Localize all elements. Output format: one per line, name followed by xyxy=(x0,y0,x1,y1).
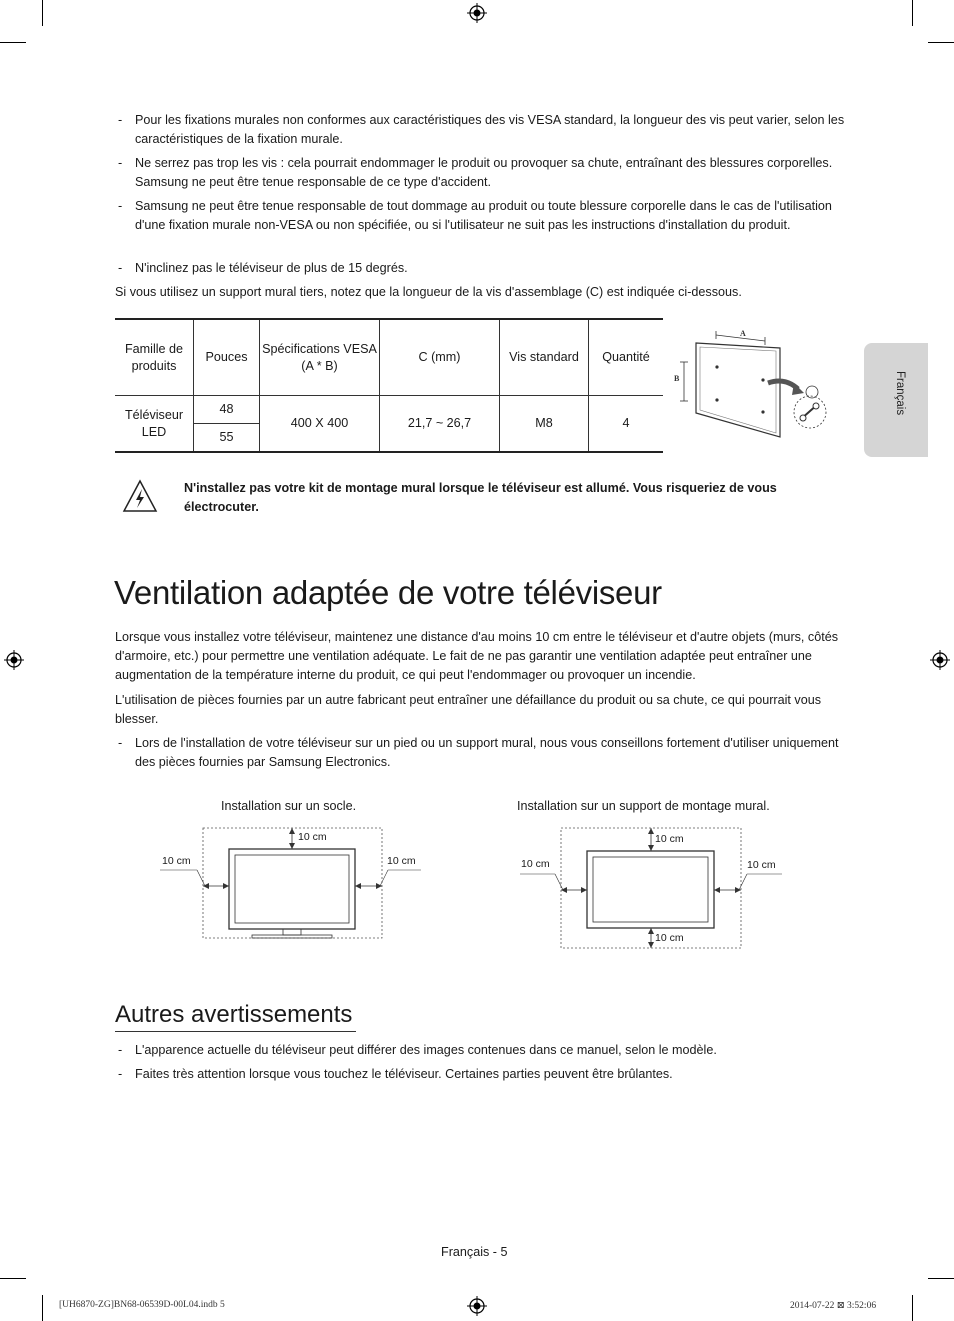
wall-mount-diagram xyxy=(670,325,835,440)
table-cell: 21,7 ~ 26,7 xyxy=(380,396,500,453)
crop-mark xyxy=(912,0,913,26)
distance-label: 10 cm xyxy=(162,855,191,867)
registration-mark-icon xyxy=(467,3,487,23)
crop-mark xyxy=(928,1278,954,1279)
table-cell: 4 xyxy=(589,396,664,453)
distance-label: 10 cm xyxy=(521,858,550,870)
distance-label: 10 cm xyxy=(655,932,684,944)
crop-mark xyxy=(928,42,954,43)
crop-mark xyxy=(0,1278,26,1279)
list-item: - Pour les fixations murales non conformes aux caractéristiques des vis VESA standard, la longueur des vis peut varier, selon les caractéristiques de la fixation murale. xyxy=(118,113,845,146)
registration-mark-icon xyxy=(467,1296,487,1316)
table-header: Spécifications VESA (A * B) xyxy=(260,319,380,396)
side-tab-label: Français xyxy=(894,371,906,416)
label-b: B xyxy=(674,374,680,383)
ventilation-paragraph: Lorsque vous installez votre téléviseur, maintenez une distance d'au moins 10 cm entre le téléviseur et d'autre objets (murs, côtés d'armoire, etc.) pour permettre une ventilation adéquate. Le fait de ne pas garantir une ventilation adaptée peut entraîner une augmentation de la température interne du produit, ce qui peut l'endommager ou provoquer un incendie. xyxy=(115,630,839,682)
wall-installation-caption: Installation sur un support de montage mural. xyxy=(517,799,770,813)
vesa-spec-table xyxy=(115,318,663,453)
list-item: - N'inclinez pas le téléviseur de plus de 15 degrés. xyxy=(118,261,408,275)
warning-text: N'installez pas votre kit de montage mural lorsque le téléviseur est allumé. Vous risqueriez de vous électrocuter. xyxy=(184,481,777,514)
distance-label: 10 cm xyxy=(387,855,416,867)
crop-mark xyxy=(0,42,26,43)
table-header: Quantité xyxy=(589,319,664,396)
list-item: - Lors de l'installation de votre téléviseur sur un pied ou un support mural, nous vous conseillons fortement d'utiliser uniquement des pièces fournies par Samsung Electronics. xyxy=(118,736,839,769)
electric-warning-icon xyxy=(122,479,158,513)
language-side-tab xyxy=(864,343,928,457)
table-header: Pouces xyxy=(194,319,260,396)
print-file-info: [UH6870-ZG]BN68-06539D-00L04.indb 5 xyxy=(59,1300,225,1310)
table-cell: 400 X 400 xyxy=(260,396,380,453)
page-number: Français - 5 xyxy=(441,1245,508,1259)
crop-mark xyxy=(42,0,43,26)
crop-mark xyxy=(912,1295,913,1321)
section-title-other-warnings: Autres avertissements xyxy=(115,1001,353,1028)
list-item: - L'apparence actuelle du téléviseur peut différer des images contenues dans ce manuel, selon le modèle. xyxy=(118,1043,717,1057)
table-header: Famille de produits xyxy=(115,319,194,396)
parts-paragraph: L'utilisation de pièces fournies par un autre fabricant peut entraîner une défaillance du produit ou sa chute, ce qui pourrait vous blesser. xyxy=(115,693,822,726)
table-cell: Téléviseur LED xyxy=(115,396,194,453)
table-cell: 48 xyxy=(194,396,260,424)
crop-mark xyxy=(42,1295,43,1321)
list-item: - Faites très attention lorsque vous touchez le téléviseur. Certaines parties peuvent être brûlantes. xyxy=(118,1067,673,1081)
distance-label: 10 cm xyxy=(298,831,327,843)
list-item: - Samsung ne peut être tenue responsable de tout dommage au produit ou toute blessure corporelle dans le cas de l'utilisation d'une fixation murale non-VESA ou non spécifiée, ou si l'utilisateur ne suit pas les instructions d'installation du produit. xyxy=(118,199,832,232)
wall-installation-figure xyxy=(515,822,790,952)
label-a: A xyxy=(740,329,746,338)
distance-label: 10 cm xyxy=(747,859,776,871)
list-item: - Ne serrez pas trop les vis : cela pourrait endommager le produit ou provoquer sa chute, entraînant des blessures corporelles. Samsung ne peut être tenue responsable de ce type d'accident. xyxy=(118,156,833,189)
table-header: C (mm) xyxy=(380,319,500,396)
stand-installation-caption: Installation sur un socle. xyxy=(221,799,357,813)
table-cell: M8 xyxy=(500,396,589,453)
intro-note: Si vous utilisez un support mural tiers, notez que la longueur de la vis d'assemblage (C) est indiquée ci-dessous. xyxy=(115,285,742,299)
title-underline xyxy=(115,1031,356,1032)
distance-label: 10 cm xyxy=(655,833,684,845)
stand-installation-figure xyxy=(155,822,430,944)
registration-mark-icon xyxy=(930,650,950,670)
registration-mark-icon xyxy=(4,650,24,670)
print-timestamp: 2014-07-22 ⊠ 3:52:06 xyxy=(790,1301,877,1311)
section-title-ventilation: Ventilation adaptée de votre téléviseur xyxy=(114,574,662,611)
table-header: Vis standard xyxy=(500,319,589,396)
table-cell: 55 xyxy=(194,424,260,453)
